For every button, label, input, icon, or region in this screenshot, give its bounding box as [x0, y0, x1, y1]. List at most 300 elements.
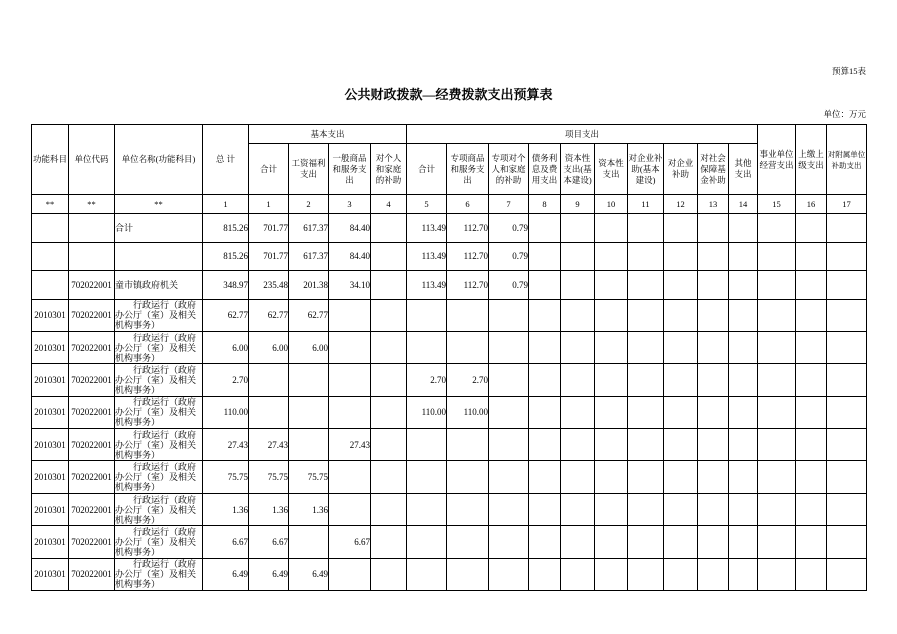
header-project-other — [729, 144, 758, 195]
index-cell: 10 — [595, 195, 628, 214]
cell-project-debt-interest — [529, 429, 561, 461]
cell-unit-name-text: 行政运行（政府办公厅（室）及相关机构事务） — [115, 300, 197, 331]
cell-project-enterprise-construction — [628, 331, 664, 363]
cell-basic-household-subsidy — [371, 331, 407, 363]
cell-project-capital — [595, 214, 628, 243]
cell-subsidiary-subsidy — [827, 331, 867, 363]
cell-remit-upper — [796, 461, 827, 493]
cell-enterprise-ops — [758, 461, 796, 493]
index-cell: 6 — [447, 195, 489, 214]
cell-enterprise-ops — [758, 299, 796, 331]
cell-unit-code: 702022001 — [69, 271, 115, 300]
cell-project-goods-services — [447, 331, 489, 363]
cell-unit-name — [115, 242, 203, 271]
header-project-household-subsidy — [489, 144, 529, 195]
header-basic-total-label: 合计 — [259, 163, 277, 174]
cell-project-total — [407, 461, 447, 493]
cell-project-enterprise-subsidy — [664, 331, 698, 363]
cell-subsidiary-subsidy — [827, 493, 867, 525]
cell-unit-name — [115, 493, 203, 525]
cell-remit-upper — [796, 396, 827, 428]
cell-func-code: 2010301 — [32, 299, 69, 331]
header-project-enterprise-construction — [628, 144, 664, 195]
cell-unit-code — [69, 214, 115, 243]
header-unit-code — [69, 125, 115, 195]
cell-project-household-subsidy — [489, 364, 529, 396]
header-row-groups — [32, 125, 867, 144]
header-project-capital-construction-label: 资本性支出(基本建设) — [563, 152, 592, 185]
cell-project-enterprise-subsidy — [664, 271, 698, 300]
cell-basic-household-subsidy — [371, 526, 407, 558]
header-project-goods-services — [447, 144, 489, 195]
header-enterprise-ops — [758, 125, 796, 195]
header-project-social-security — [698, 144, 729, 195]
cell-unit-name — [115, 558, 203, 590]
cell-enterprise-ops — [758, 558, 796, 590]
cell-project-social-security — [698, 214, 729, 243]
cell-remit-upper — [796, 214, 827, 243]
table-row — [32, 429, 867, 461]
cell-subsidiary-subsidy — [827, 396, 867, 428]
cell-enterprise-ops — [758, 429, 796, 461]
cell-project-enterprise-subsidy — [664, 526, 698, 558]
cell-project-other — [729, 364, 758, 396]
cell-basic-household-subsidy — [371, 299, 407, 331]
cell-basic-household-subsidy — [371, 558, 407, 590]
cell-project-capital — [595, 429, 628, 461]
header-remit-upper-label: 上缴上级支出 — [798, 148, 824, 170]
cell-project-enterprise-construction — [628, 461, 664, 493]
cell-project-other — [729, 493, 758, 525]
header-project-total — [407, 144, 447, 195]
cell-project-capital-construction — [561, 558, 595, 590]
cell-enterprise-ops — [758, 331, 796, 363]
cell-basic-goods-services: 27.43 — [329, 429, 371, 461]
index-cell: 15 — [758, 195, 796, 214]
cell-project-household-subsidy: 0.79 — [489, 214, 529, 243]
cell-project-debt-interest — [529, 526, 561, 558]
cell-project-capital — [595, 396, 628, 428]
cell-project-debt-interest — [529, 493, 561, 525]
cell-basic-household-subsidy — [371, 461, 407, 493]
header-remit-upper — [796, 125, 827, 195]
cell-basic-wages: 75.75 — [289, 461, 329, 493]
index-cell: 9 — [561, 195, 595, 214]
cell-project-debt-interest — [529, 242, 561, 271]
table-row — [32, 558, 867, 590]
table-body — [32, 214, 867, 591]
cell-func-code — [32, 271, 69, 300]
cell-unit-name — [115, 271, 203, 300]
cell-project-debt-interest — [529, 271, 561, 300]
cell-project-capital-construction — [561, 299, 595, 331]
cell-subsidiary-subsidy — [827, 242, 867, 271]
cell-project-goods-services — [447, 526, 489, 558]
cell-project-debt-interest — [529, 214, 561, 243]
cell-project-total: 113.49 — [407, 242, 447, 271]
cell-func-code — [32, 242, 69, 271]
header-project-household-subsidy-label: 专项对个人和家庭的补助 — [491, 152, 526, 185]
cell-total: 6.67 — [203, 526, 249, 558]
index-cell: 11 — [628, 195, 664, 214]
cell-basic-goods-services — [329, 396, 371, 428]
cell-project-capital-construction — [561, 526, 595, 558]
cell-project-capital-construction — [561, 461, 595, 493]
cell-project-household-subsidy: 0.79 — [489, 271, 529, 300]
cell-total: 348.97 — [203, 271, 249, 300]
cell-basic-total: 62.77 — [249, 299, 289, 331]
cell-project-enterprise-construction — [628, 242, 664, 271]
cell-total: 1.36 — [203, 493, 249, 525]
cell-project-total: 2.70 — [407, 364, 447, 396]
cell-func-code: 2010301 — [32, 364, 69, 396]
cell-project-social-security — [698, 299, 729, 331]
cell-project-capital-construction — [561, 364, 595, 396]
cell-project-goods-services — [447, 461, 489, 493]
cell-project-capital-construction — [561, 271, 595, 300]
header-project-goods-services-label: 专项商品和服务支出 — [450, 152, 485, 185]
table-row — [32, 299, 867, 331]
cell-basic-wages — [289, 396, 329, 428]
cell-project-social-security — [698, 242, 729, 271]
column-index-row — [32, 195, 867, 214]
cell-project-debt-interest — [529, 461, 561, 493]
cell-project-capital — [595, 242, 628, 271]
index-cell: 13 — [698, 195, 729, 214]
cell-unit-code: 702022001 — [69, 364, 115, 396]
cell-project-debt-interest — [529, 364, 561, 396]
cell-project-enterprise-construction — [628, 364, 664, 396]
cell-basic-goods-services — [329, 364, 371, 396]
table-row — [32, 526, 867, 558]
cell-project-enterprise-subsidy — [664, 364, 698, 396]
cell-unit-code: 702022001 — [69, 396, 115, 428]
cell-basic-wages: 6.49 — [289, 558, 329, 590]
cell-remit-upper — [796, 242, 827, 271]
cell-unit-code: 702022001 — [69, 493, 115, 525]
cell-basic-total — [249, 364, 289, 396]
cell-project-enterprise-construction — [628, 271, 664, 300]
cell-unit-name-text: 行政运行（政府办公厅（室）及相关机构事务） — [115, 332, 197, 363]
cell-basic-household-subsidy — [371, 493, 407, 525]
cell-remit-upper — [796, 526, 827, 558]
cell-remit-upper — [796, 331, 827, 363]
cell-unit-name — [115, 331, 203, 363]
cell-unit-name — [115, 214, 203, 243]
cell-project-capital-construction — [561, 214, 595, 243]
cell-project-enterprise-subsidy — [664, 242, 698, 271]
cell-project-other — [729, 558, 758, 590]
header-project-other-label: 其他支出 — [734, 158, 752, 179]
cell-total: 110.00 — [203, 396, 249, 428]
header-unit-name — [115, 125, 203, 195]
cell-unit-name-text: 行政运行（政府办公厅（室）及相关机构事务） — [115, 364, 197, 395]
cell-basic-household-subsidy — [371, 429, 407, 461]
cell-subsidiary-subsidy — [827, 429, 867, 461]
cell-project-debt-interest — [529, 558, 561, 590]
cell-func-code: 2010301 — [32, 396, 69, 428]
cell-basic-wages: 617.37 — [289, 242, 329, 271]
table-row — [32, 364, 867, 396]
header-project-debt-interest-label: 债务利息及费用支出 — [531, 152, 558, 185]
cell-project-enterprise-construction — [628, 558, 664, 590]
cell-project-enterprise-construction — [628, 526, 664, 558]
cell-project-household-subsidy — [489, 429, 529, 461]
cell-basic-wages — [289, 429, 329, 461]
cell-func-code: 2010301 — [32, 526, 69, 558]
header-basic-wages-label: 工资福利支出 — [291, 158, 326, 179]
cell-project-social-security — [698, 461, 729, 493]
header-basic-goods-services-label: 一般商品和服务支出 — [332, 152, 367, 185]
cell-unit-code: 702022001 — [69, 331, 115, 363]
cell-project-household-subsidy: 0.79 — [489, 242, 529, 271]
index-cell: ** — [115, 195, 203, 214]
cell-project-enterprise-subsidy — [664, 461, 698, 493]
cell-basic-wages: 201.38 — [289, 271, 329, 300]
header-project-debt-interest — [529, 144, 561, 195]
cell-basic-total: 6.49 — [249, 558, 289, 590]
cell-basic-household-subsidy — [371, 396, 407, 428]
cell-basic-household-subsidy — [371, 214, 407, 243]
cell-project-other — [729, 429, 758, 461]
cell-project-total: 110.00 — [407, 396, 447, 428]
cell-total: 75.75 — [203, 461, 249, 493]
cell-total: 6.49 — [203, 558, 249, 590]
table-row — [32, 396, 867, 428]
cell-project-social-security — [698, 429, 729, 461]
cell-basic-goods-services: 34.10 — [329, 271, 371, 300]
cell-project-goods-services: 112.70 — [447, 242, 489, 271]
cell-unit-name — [115, 396, 203, 428]
cell-project-enterprise-construction — [628, 299, 664, 331]
cell-unit-name-text: 行政运行（政府办公厅（室）及相关机构事务） — [115, 526, 197, 557]
header-func-code-label: 功能科目 — [32, 154, 67, 164]
cell-project-total — [407, 299, 447, 331]
cell-total: 815.26 — [203, 214, 249, 243]
cell-unit-name — [115, 364, 203, 396]
header-func-code — [32, 125, 69, 195]
cell-project-enterprise-subsidy — [664, 214, 698, 243]
cell-project-social-security — [698, 271, 729, 300]
header-basic-household-subsidy-label: 对个人和家庭的补助 — [375, 152, 402, 185]
cell-project-goods-services: 110.00 — [447, 396, 489, 428]
cell-project-other — [729, 242, 758, 271]
cell-enterprise-ops — [758, 214, 796, 243]
cell-unit-name — [115, 526, 203, 558]
cell-enterprise-ops — [758, 242, 796, 271]
index-cell: 3 — [329, 195, 371, 214]
budget-table — [31, 124, 867, 591]
cell-total: 815.26 — [203, 242, 249, 271]
index-cell: 14 — [729, 195, 758, 214]
cell-project-capital-construction — [561, 493, 595, 525]
cell-unit-code — [69, 242, 115, 271]
cell-subsidiary-subsidy — [827, 461, 867, 493]
table-row — [32, 461, 867, 493]
cell-project-capital-construction — [561, 331, 595, 363]
cell-project-goods-services: 2.70 — [447, 364, 489, 396]
cell-project-household-subsidy — [489, 396, 529, 428]
cell-enterprise-ops — [758, 526, 796, 558]
index-cell: 12 — [664, 195, 698, 214]
table-row — [32, 493, 867, 525]
index-cell: 17 — [827, 195, 867, 214]
cell-project-social-security — [698, 364, 729, 396]
cell-project-capital-construction — [561, 396, 595, 428]
cell-basic-wages: 617.37 — [289, 214, 329, 243]
cell-basic-goods-services: 6.67 — [329, 526, 371, 558]
cell-project-goods-services: 112.70 — [447, 271, 489, 300]
cell-basic-total: 27.43 — [249, 429, 289, 461]
cell-project-capital — [595, 271, 628, 300]
index-cell: 1 — [249, 195, 289, 214]
cell-total: 62.77 — [203, 299, 249, 331]
index-cell: 7 — [489, 195, 529, 214]
cell-func-code — [32, 214, 69, 243]
cell-project-goods-services — [447, 299, 489, 331]
cell-basic-total: 701.77 — [249, 214, 289, 243]
cell-subsidiary-subsidy — [827, 299, 867, 331]
cell-enterprise-ops — [758, 364, 796, 396]
cell-remit-upper — [796, 558, 827, 590]
header-project-enterprise-subsidy-label: 对企业补助 — [667, 158, 694, 179]
header-project-capital-construction — [561, 144, 595, 195]
cell-unit-name-text: 行政运行（政府办公厅（室）及相关机构事务） — [115, 397, 197, 428]
index-cell: 1 — [203, 195, 249, 214]
cell-project-other — [729, 331, 758, 363]
cell-project-enterprise-construction — [628, 396, 664, 428]
cell-subsidiary-subsidy — [827, 526, 867, 558]
cell-project-capital — [595, 461, 628, 493]
cell-project-enterprise-subsidy — [664, 493, 698, 525]
cell-project-other — [729, 526, 758, 558]
cell-subsidiary-subsidy — [827, 271, 867, 300]
cell-unit-name — [115, 461, 203, 493]
cell-basic-wages — [289, 526, 329, 558]
cell-project-enterprise-construction — [628, 493, 664, 525]
cell-basic-total: 6.00 — [249, 331, 289, 363]
header-unit-code-label: 单位代码 — [74, 154, 109, 164]
cell-basic-total: 701.77 — [249, 242, 289, 271]
cell-project-total — [407, 558, 447, 590]
cell-project-capital — [595, 526, 628, 558]
cell-project-capital-construction — [561, 429, 595, 461]
cell-total: 2.70 — [203, 364, 249, 396]
cell-project-social-security — [698, 526, 729, 558]
cell-project-capital — [595, 299, 628, 331]
cell-basic-total: 235.48 — [249, 271, 289, 300]
cell-project-household-subsidy — [489, 526, 529, 558]
cell-project-social-security — [698, 558, 729, 590]
cell-unit-code: 702022001 — [69, 526, 115, 558]
cell-unit-name — [115, 429, 203, 461]
header-project-capital-label: 资本性支出 — [598, 158, 624, 179]
header-project-social-security-label: 对社会保障基金补助 — [700, 152, 726, 185]
cell-enterprise-ops — [758, 396, 796, 428]
header-project-enterprise-subsidy — [664, 144, 698, 195]
cell-unit-code: 702022001 — [69, 461, 115, 493]
cell-basic-wages: 1.36 — [289, 493, 329, 525]
table-row — [32, 271, 867, 300]
cell-project-debt-interest — [529, 299, 561, 331]
cell-project-capital — [595, 493, 628, 525]
cell-basic-wages: 6.00 — [289, 331, 329, 363]
header-basic-household-subsidy — [371, 144, 407, 195]
cell-project-enterprise-subsidy — [664, 396, 698, 428]
cell-basic-total: 6.67 — [249, 526, 289, 558]
cell-unit-name-text: 行政运行（政府办公厅（室）及相关机构事务） — [115, 559, 197, 590]
table-row — [32, 331, 867, 363]
cell-project-other — [729, 271, 758, 300]
header-project-group: 项目支出 — [407, 125, 758, 144]
cell-subsidiary-subsidy — [827, 364, 867, 396]
cell-project-social-security — [698, 331, 729, 363]
cell-project-total: 113.49 — [407, 214, 447, 243]
cell-basic-household-subsidy — [371, 364, 407, 396]
cell-subsidiary-subsidy — [827, 558, 867, 590]
table-row — [32, 214, 867, 243]
cell-project-household-subsidy — [489, 558, 529, 590]
cell-basic-total: 1.36 — [249, 493, 289, 525]
cell-project-goods-services: 112.70 — [447, 214, 489, 243]
cell-project-debt-interest — [529, 331, 561, 363]
cell-unit-name — [115, 299, 203, 331]
cell-project-other — [729, 396, 758, 428]
cell-unit-name-text: 行政运行（政府办公厅（室）及相关机构事务） — [115, 462, 197, 493]
header-enterprise-ops-label: 事业单位经营支出 — [759, 148, 794, 170]
header-basic-goods-services — [329, 144, 371, 195]
cell-project-enterprise-subsidy — [664, 429, 698, 461]
cell-project-goods-services — [447, 493, 489, 525]
cell-func-code: 2010301 — [32, 461, 69, 493]
cell-remit-upper — [796, 429, 827, 461]
cell-basic-goods-services — [329, 299, 371, 331]
cell-func-code: 2010301 — [32, 493, 69, 525]
header-total-label: 总 计 — [215, 154, 236, 164]
cell-project-capital — [595, 331, 628, 363]
header-basic-total — [249, 144, 289, 195]
cell-unit-name-text: 行政运行（政府办公厅（室）及相关机构事务） — [115, 429, 197, 460]
cell-project-enterprise-construction — [628, 429, 664, 461]
cell-enterprise-ops — [758, 271, 796, 300]
cell-basic-goods-services: 84.40 — [329, 214, 371, 243]
cell-project-total: 113.49 — [407, 271, 447, 300]
cell-func-code: 2010301 — [32, 331, 69, 363]
cell-subsidiary-subsidy — [827, 214, 867, 243]
cell-project-household-subsidy — [489, 299, 529, 331]
cell-project-total — [407, 526, 447, 558]
cell-project-total — [407, 429, 447, 461]
cell-basic-total: 75.75 — [249, 461, 289, 493]
page-title: 公共财政拨款—经费拨款支出预算表 — [344, 87, 553, 102]
cell-basic-total — [249, 396, 289, 428]
cell-project-goods-services — [447, 429, 489, 461]
cell-remit-upper — [796, 364, 827, 396]
cell-project-capital-construction — [561, 242, 595, 271]
index-cell: ** — [32, 195, 69, 214]
index-cell: 8 — [529, 195, 561, 214]
cell-basic-household-subsidy — [371, 271, 407, 300]
cell-basic-wages: 62.77 — [289, 299, 329, 331]
cell-basic-household-subsidy — [371, 242, 407, 271]
cell-unit-name-text: 童市镇政府机关 — [115, 279, 179, 290]
cell-remit-upper — [796, 299, 827, 331]
index-cell: 2 — [289, 195, 329, 214]
cell-project-other — [729, 299, 758, 331]
cell-basic-goods-services — [329, 331, 371, 363]
index-cell: 5 — [407, 195, 447, 214]
cell-unit-code: 702022001 — [69, 558, 115, 590]
